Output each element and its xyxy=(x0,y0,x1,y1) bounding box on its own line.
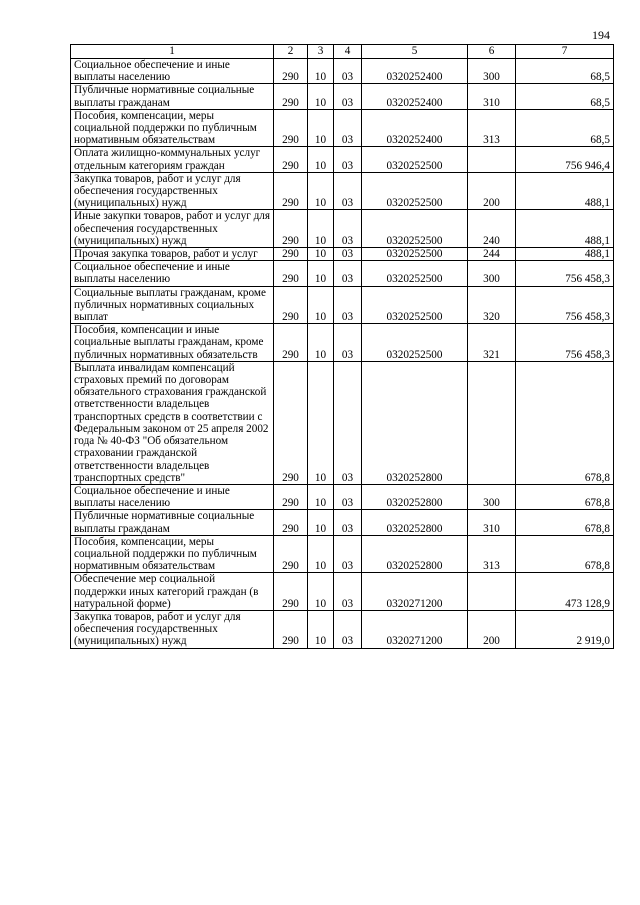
row-code-5-cell: 0320252500 xyxy=(362,286,468,324)
row-code-3-cell: 10 xyxy=(308,484,334,509)
row-code-3-cell: 10 xyxy=(308,573,334,611)
row-amount-cell: 68,5 xyxy=(516,109,614,147)
row-code-2-cell: 290 xyxy=(274,361,308,484)
row-code-2-cell: 290 xyxy=(274,59,308,84)
row-name-cell: Закупка товаров, работ и услуг для обеспечения государственных (муниципальных) нужд xyxy=(71,172,274,210)
row-name-cell: Социальное обеспечение и иные выплаты населению xyxy=(71,484,274,509)
header-cell: 1 xyxy=(71,45,274,59)
row-code-2-cell: 290 xyxy=(274,248,308,261)
row-code-5-cell: 0320252500 xyxy=(362,324,468,362)
row-code-4-cell: 03 xyxy=(334,261,362,286)
row-name-cell: Выплата инвалидам компенсаций страховых премий по договорам обязательного страхования гражданской ответственности владельцев транспортных средств в соответствии с Федеральным законом от 25 апреля 2002 года № 40-ФЗ "Об обязательном страховании гражданской ответственности владельцев транспортных средств" xyxy=(71,361,274,484)
row-code-2-cell: 290 xyxy=(274,147,308,172)
header-cell: 2 xyxy=(274,45,308,59)
row-code-3-cell: 10 xyxy=(308,109,334,147)
row-amount-cell: 678,8 xyxy=(516,535,614,573)
table-row xyxy=(71,84,614,109)
row-code-6-cell: 313 xyxy=(468,109,516,147)
row-amount-cell: 756 458,3 xyxy=(516,261,614,286)
row-name-cell: Оплата жилищно-коммунальных услуг отдельным категориям граждан xyxy=(71,147,274,172)
row-code-5-cell: 0320252400 xyxy=(362,109,468,147)
row-code-3-cell: 10 xyxy=(308,172,334,210)
row-amount-cell: 678,8 xyxy=(516,510,614,535)
row-name-cell: Публичные нормативные социальные выплаты гражданам xyxy=(71,84,274,109)
row-name-cell: Социальные выплаты гражданам, кроме публичных нормативных социальных выплат xyxy=(71,286,274,324)
table-row xyxy=(71,510,614,535)
row-code-3-cell: 10 xyxy=(308,261,334,286)
row-code-3-cell: 10 xyxy=(308,84,334,109)
row-code-5-cell: 0320271200 xyxy=(362,573,468,611)
header-cell: 5 xyxy=(362,45,468,59)
row-code-4-cell: 03 xyxy=(334,210,362,248)
row-name-cell: Закупка товаров, работ и услуг для обеспечения государственных (муниципальных) нужд xyxy=(71,610,274,648)
row-code-5-cell: 0320252400 xyxy=(362,59,468,84)
table-row xyxy=(71,210,614,248)
table-row xyxy=(71,535,614,573)
row-code-6-cell: 310 xyxy=(468,510,516,535)
row-code-2-cell: 290 xyxy=(274,172,308,210)
table-row xyxy=(71,610,614,648)
row-code-3-cell: 10 xyxy=(308,510,334,535)
table-row xyxy=(71,286,614,324)
row-code-4-cell: 03 xyxy=(334,510,362,535)
row-amount-cell: 68,5 xyxy=(516,84,614,109)
row-code-5-cell: 0320252800 xyxy=(362,484,468,509)
row-name-cell: Прочая закупка товаров, работ и услуг xyxy=(71,248,274,261)
row-code-5-cell: 0320252800 xyxy=(362,361,468,484)
row-code-6-cell: 300 xyxy=(468,59,516,84)
row-code-4-cell: 03 xyxy=(334,286,362,324)
budget-table xyxy=(70,44,614,649)
row-amount-cell: 756 946,4 xyxy=(516,147,614,172)
row-code-3-cell: 10 xyxy=(308,147,334,172)
row-code-4-cell: 03 xyxy=(334,59,362,84)
row-code-2-cell: 290 xyxy=(274,210,308,248)
row-code-2-cell: 290 xyxy=(274,324,308,362)
table-row xyxy=(71,59,614,84)
row-code-4-cell: 03 xyxy=(334,248,362,261)
row-code-2-cell: 290 xyxy=(274,109,308,147)
row-code-6-cell xyxy=(468,361,516,484)
row-code-3-cell: 10 xyxy=(308,248,334,261)
table-row xyxy=(71,147,614,172)
row-code-4-cell: 03 xyxy=(334,535,362,573)
row-code-5-cell: 0320252400 xyxy=(362,84,468,109)
row-code-4-cell: 03 xyxy=(334,610,362,648)
row-code-6-cell: 244 xyxy=(468,248,516,261)
table-row xyxy=(71,324,614,362)
row-amount-cell: 678,8 xyxy=(516,361,614,484)
table-row xyxy=(71,172,614,210)
row-code-2-cell: 290 xyxy=(274,484,308,509)
row-code-6-cell: 310 xyxy=(468,84,516,109)
row-code-2-cell: 290 xyxy=(274,84,308,109)
row-code-3-cell: 10 xyxy=(308,210,334,248)
row-name-cell: Пособия, компенсации и иные социальные выплаты гражданам, кроме публичных нормативных обязательств xyxy=(71,324,274,362)
row-code-6-cell: 320 xyxy=(468,286,516,324)
row-code-4-cell: 03 xyxy=(334,324,362,362)
row-code-2-cell: 290 xyxy=(274,261,308,286)
row-code-4-cell: 03 xyxy=(334,573,362,611)
header-cell: 3 xyxy=(308,45,334,59)
row-amount-cell: 488,1 xyxy=(516,210,614,248)
row-code-4-cell: 03 xyxy=(334,484,362,509)
row-name-cell: Социальное обеспечение и иные выплаты населению xyxy=(71,261,274,286)
row-amount-cell: 678,8 xyxy=(516,484,614,509)
table-row xyxy=(71,109,614,147)
table-header-row xyxy=(71,45,614,59)
row-code-2-cell: 290 xyxy=(274,286,308,324)
row-code-2-cell: 290 xyxy=(274,610,308,648)
table-row xyxy=(71,484,614,509)
table-row xyxy=(71,261,614,286)
row-code-3-cell: 10 xyxy=(308,324,334,362)
table-row xyxy=(71,573,614,611)
table-row xyxy=(71,361,614,484)
row-code-3-cell: 10 xyxy=(308,361,334,484)
row-code-2-cell: 290 xyxy=(274,510,308,535)
row-name-cell: Пособия, компенсации, меры социальной поддержки по публичным нормативным обязательствам xyxy=(71,535,274,573)
row-code-4-cell: 03 xyxy=(334,147,362,172)
row-name-cell: Обеспечение мер социальной поддержки иных категорий граждан (в натуральной форме) xyxy=(71,573,274,611)
row-code-2-cell: 290 xyxy=(274,535,308,573)
row-code-4-cell: 03 xyxy=(334,109,362,147)
row-code-4-cell: 03 xyxy=(334,361,362,484)
header-cell: 6 xyxy=(468,45,516,59)
row-name-cell: Иные закупки товаров, работ и услуг для обеспечения государственных (муниципальных) нужд xyxy=(71,210,274,248)
row-code-5-cell: 0320252800 xyxy=(362,535,468,573)
row-amount-cell: 473 128,9 xyxy=(516,573,614,611)
row-code-6-cell: 321 xyxy=(468,324,516,362)
row-code-5-cell: 0320252500 xyxy=(362,147,468,172)
table-row xyxy=(71,248,614,261)
page-number: 194 xyxy=(592,28,610,42)
header-cell: 4 xyxy=(334,45,362,59)
row-amount-cell: 68,5 xyxy=(516,59,614,84)
row-code-6-cell xyxy=(468,147,516,172)
row-amount-cell: 488,1 xyxy=(516,172,614,210)
row-code-5-cell: 0320271200 xyxy=(362,610,468,648)
row-code-5-cell: 0320252500 xyxy=(362,210,468,248)
row-code-3-cell: 10 xyxy=(308,535,334,573)
row-code-6-cell: 300 xyxy=(468,261,516,286)
row-code-6-cell: 300 xyxy=(468,484,516,509)
row-code-5-cell: 0320252500 xyxy=(362,172,468,210)
row-code-2-cell: 290 xyxy=(274,573,308,611)
row-code-6-cell: 200 xyxy=(468,610,516,648)
row-code-6-cell: 240 xyxy=(468,210,516,248)
row-name-cell: Социальное обеспечение и иные выплаты населению xyxy=(71,59,274,84)
row-code-3-cell: 10 xyxy=(308,286,334,324)
row-code-3-cell: 10 xyxy=(308,59,334,84)
row-code-4-cell: 03 xyxy=(334,84,362,109)
row-name-cell: Пособия, компенсации, меры социальной поддержки по публичным нормативным обязательствам xyxy=(71,109,274,147)
row-amount-cell: 488,1 xyxy=(516,248,614,261)
row-code-6-cell: 313 xyxy=(468,535,516,573)
row-code-3-cell: 10 xyxy=(308,610,334,648)
row-code-6-cell: 200 xyxy=(468,172,516,210)
row-code-5-cell: 0320252800 xyxy=(362,510,468,535)
row-amount-cell: 2 919,0 xyxy=(516,610,614,648)
row-code-6-cell xyxy=(468,573,516,611)
row-code-5-cell: 0320252500 xyxy=(362,248,468,261)
header-cell: 7 xyxy=(516,45,614,59)
row-code-4-cell: 03 xyxy=(334,172,362,210)
row-name-cell: Публичные нормативные социальные выплаты гражданам xyxy=(71,510,274,535)
row-amount-cell: 756 458,3 xyxy=(516,286,614,324)
row-code-5-cell: 0320252500 xyxy=(362,261,468,286)
row-amount-cell: 756 458,3 xyxy=(516,324,614,362)
